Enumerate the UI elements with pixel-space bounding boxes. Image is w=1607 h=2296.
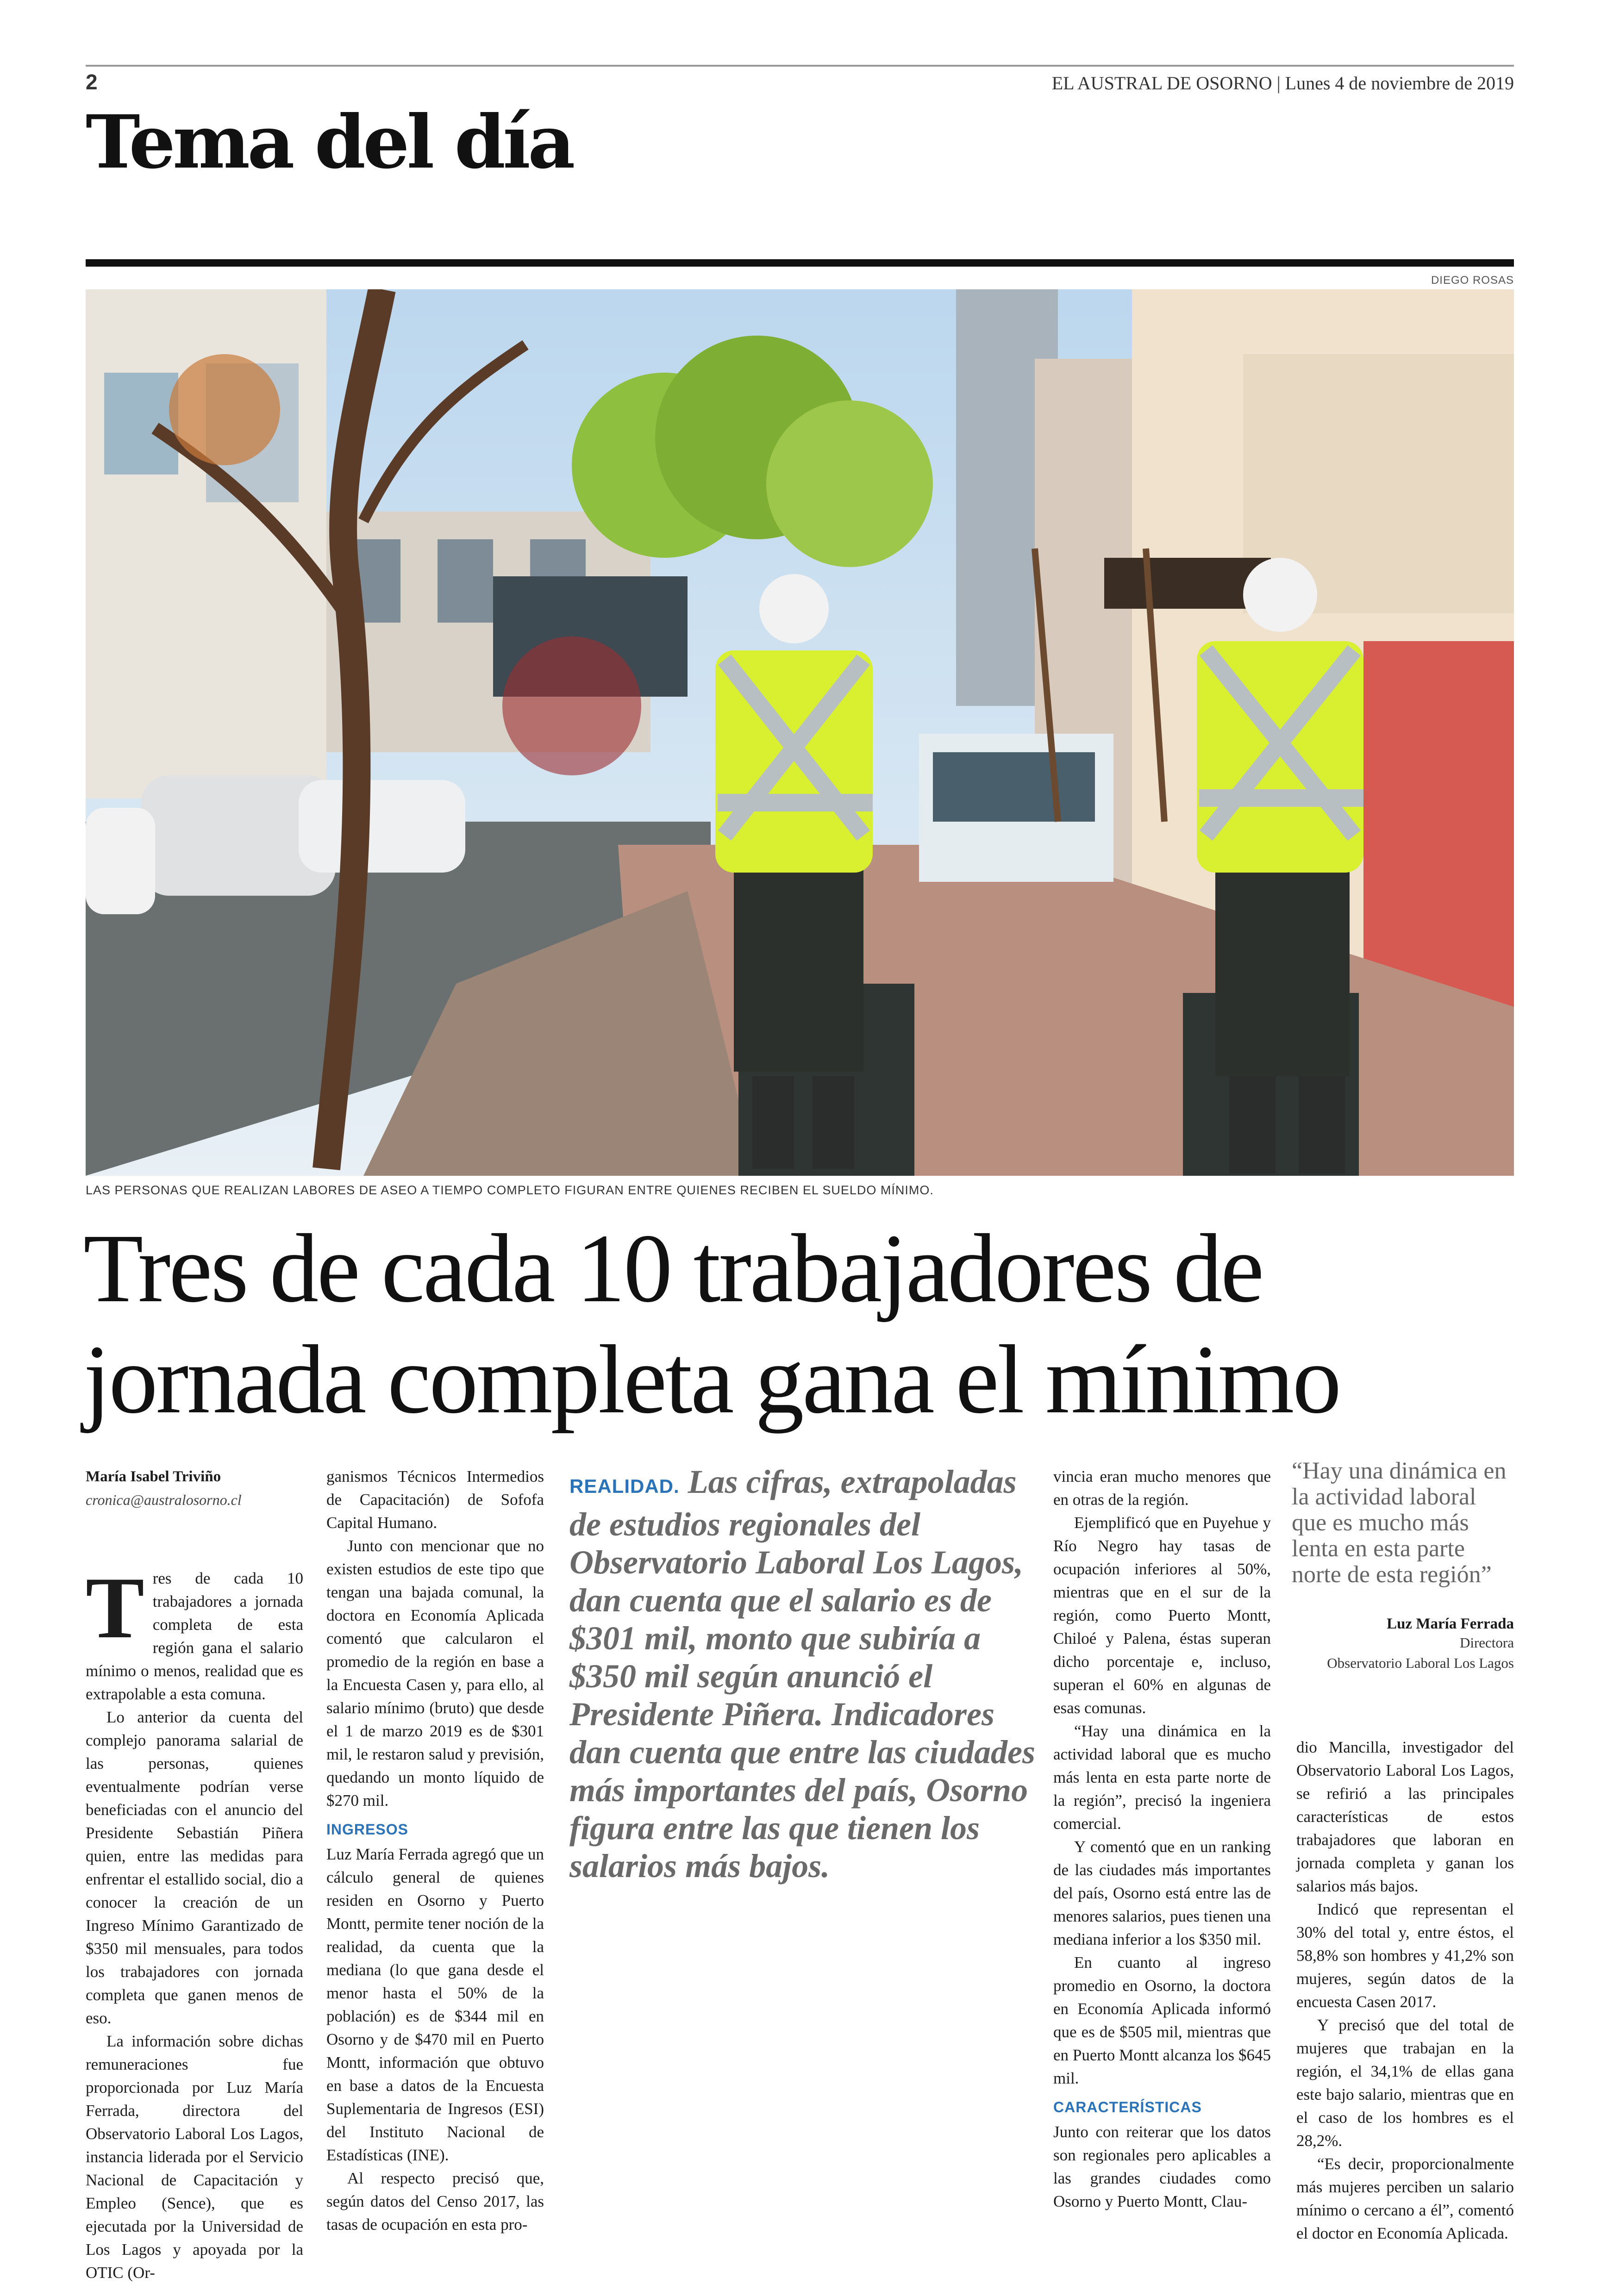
article-paragraph: Junto con mencionar que no existen estudios de este tipo que tengan una bajada comunal, la doctora en Economía Aplicada comentó que calcularon el promedio de la región en base a la Encuesta Casen y, para ello, al salario mínimo (bruto) que desde el 1 de marzo 2019 es de $301 mil, le restaron salud y previsión, quedando un monto líquido de $270 mil. xyxy=(326,1537,544,1809)
article-column-5 xyxy=(1296,1736,1514,2245)
drop-cap: T xyxy=(86,1560,144,1657)
photo-credit: DIEGO ROSAS xyxy=(1431,274,1514,287)
main-photo xyxy=(86,289,1514,1176)
article-paragraph: dio Mancilla, investigador del Observatorio Laboral Los Lagos, se refirió a las principales características de estos trabajadores que laboran en jornada completa y ganan los salarios más bajos. xyxy=(1296,1738,1514,1895)
article-paragraph: Luz María Ferrada agregó que un cálculo general de quienes residen en Osorno y Puerto Montt, permite tener noción de la realidad, da cuenta que la mediana (lo que gana desde el menor hasta el 50% de la población) es de $344 mil en Osorno y de $470 mil en Puerto Montt, información que obtuvo en base a datos de la Encuesta Suplementaria de Ingresos (ESI) del Instituto Nacional de Estadísticas (INE). xyxy=(326,1845,544,2164)
byline-author: María Isabel Triviño xyxy=(86,1468,221,1485)
article-paragraph: “Es decir, proporcionalmente más mujeres perciben un salario mínimo o cercano a él”, comentó el doctor en Economía Aplicada. xyxy=(1296,2155,1514,2242)
lead-summary xyxy=(569,1463,1037,1885)
lead-text: Las cifras, extrapoladas de estudios regionales del Observatorio Laboral Los Lagos, dan cuenta que el salario es de $301 mil, monto que subiría a $350 mil según anunció el Presidente Piñera. Indicadores dan cuenta que entre las ciudades más importantes del país, Osorno figura entre las que tienen los salarios más bajos. xyxy=(569,1463,1036,1884)
section-rule xyxy=(86,259,1514,267)
article-paragraph: Al respecto precisó que, según datos del Censo 2017, las tasas de ocupación en esta pro- xyxy=(326,2169,544,2234)
article-paragraph: La información sobre dichas remuneraciones fue proporcionada por Luz María Ferrada, directora del Observatorio Laboral Los Lagos, instancia liderada por el Servicio Nacional de Capacitación y Empleo (Sence), que es ejecutada por la Universidad de Los Lagos y apoyada por la OTIC (Or- xyxy=(86,2032,303,2282)
headline-line-1: Tres de cada 10 trabajadores de xyxy=(83,1214,1263,1323)
section-title: Tema del día xyxy=(86,100,573,185)
article-paragraph: “Hay una dinámica en la actividad laboral que es mucho más lenta en esta parte norte de la región”, precisó la ingeniera comercial. xyxy=(1053,1722,1271,1833)
article-paragraph: Lo anterior da cuenta del complejo panorama salarial de las personas, quienes eventualmente podrían verse beneficiadas con el anuncio del Presidente Sebastián Piñera quien, entre las medidas para enfrentar el estallido social, dio a conocer la creación de un Ingreso Mínimo Garantizado de $350 mil mensuales, para todos los trabajadores con jornada completa que ganen menos de eso. xyxy=(86,1708,303,2027)
headline-line-2: jornada completa gana el mínimo xyxy=(83,1325,1340,1434)
article-column-2 xyxy=(326,1465,544,2236)
article-column-1 xyxy=(86,1465,303,2284)
subhead-caracteristicas: CARACTERÍSTICAS xyxy=(1053,2099,1202,2115)
pull-quote xyxy=(1292,1458,1514,1673)
pull-quote-role: Directora xyxy=(1459,1635,1514,1651)
article-paragraph: ganismos Técnicos Intermedios de Capacitación) de Sofofa Capital Humano. xyxy=(326,1467,544,1532)
lead-tag: REALIDAD. xyxy=(569,1475,680,1497)
article-column-4 xyxy=(1053,1465,1271,2213)
subhead-ingresos: INGRESOS xyxy=(326,1821,408,1838)
top-rule xyxy=(86,65,1514,67)
headline xyxy=(83,1213,1519,1435)
article-paragraph: Y comentó que en un ranking de las ciudades más importantes del país, Osorno está entre las de menores salarios, pues tienen una mediana inferior a los $350 mil. xyxy=(1053,1838,1271,1948)
page-number: 2 xyxy=(86,70,98,94)
article-paragraph: En cuanto al ingreso promedio en Osorno, la doctora en Economía Aplicada informó que es de $505 mil, mientras que en Puerto Montt alcanza los $645 mil. xyxy=(1053,1953,1271,2087)
article-paragraph: Ejemplificó que en Puyehue y Río Negro hay tasas de ocupación inferiores al 50%, mientras que en el sur de la región, como Puerto Montt, Chiloé y Palena, éstas superan dicho porcentaje e, incluso, superan el 60% en algunas de esas comunas. xyxy=(1053,1514,1271,1717)
article-paragraph: Y precisó que del total de mujeres que trabajan en la región, el 34,1% de ellas gana este bajo salario, mientras que en el caso de los hombres es el 28,2%. xyxy=(1296,2016,1514,2150)
street-cleaners-photo xyxy=(86,289,1514,1176)
article-paragraph: Indicó que representan el 30% del total y, entre éstos, el 58,8% son hombres y 41,2% son mujeres, según datos de la encuesta Casen 2017. xyxy=(1296,1900,1514,2011)
article-paragraph: Junto con reiterar que los datos son regionales pero aplicables a las grandes ciudades como Osorno y Puerto Montt, Clau- xyxy=(1053,2123,1271,2210)
pull-quote-text: “Hay una dinámica en la actividad laboral que es mucho más lenta en esta parte norte de esta región” xyxy=(1292,1458,1507,1588)
photo-caption: LAS PERSONAS QUE REALIZAN LABORES DE ASEO A TIEMPO COMPLETO FIGURAN ENTRE QUIENES RECIBEN EL SUELDO MÍNIMO. xyxy=(86,1183,934,1197)
pull-quote-org: Observatorio Laboral Los Lagos xyxy=(1327,1655,1514,1671)
masthead: EL AUSTRAL DE OSORNO | Lunes 4 de noviembre de 2019 xyxy=(1051,73,1514,94)
article-paragraph: Tres de cada 10 trabajadores a jornada completa de esta región gana el salario mínimo o menos, realidad que es extrapolable a esta comuna. xyxy=(86,1560,303,1703)
article-paragraph: vincia eran mucho menores que en otras de la región. xyxy=(1053,1467,1271,1509)
byline-email[interactable]: cronica@australosorno.cl xyxy=(86,1491,242,1508)
pull-quote-name: Luz María Ferrada xyxy=(1387,1616,1514,1632)
